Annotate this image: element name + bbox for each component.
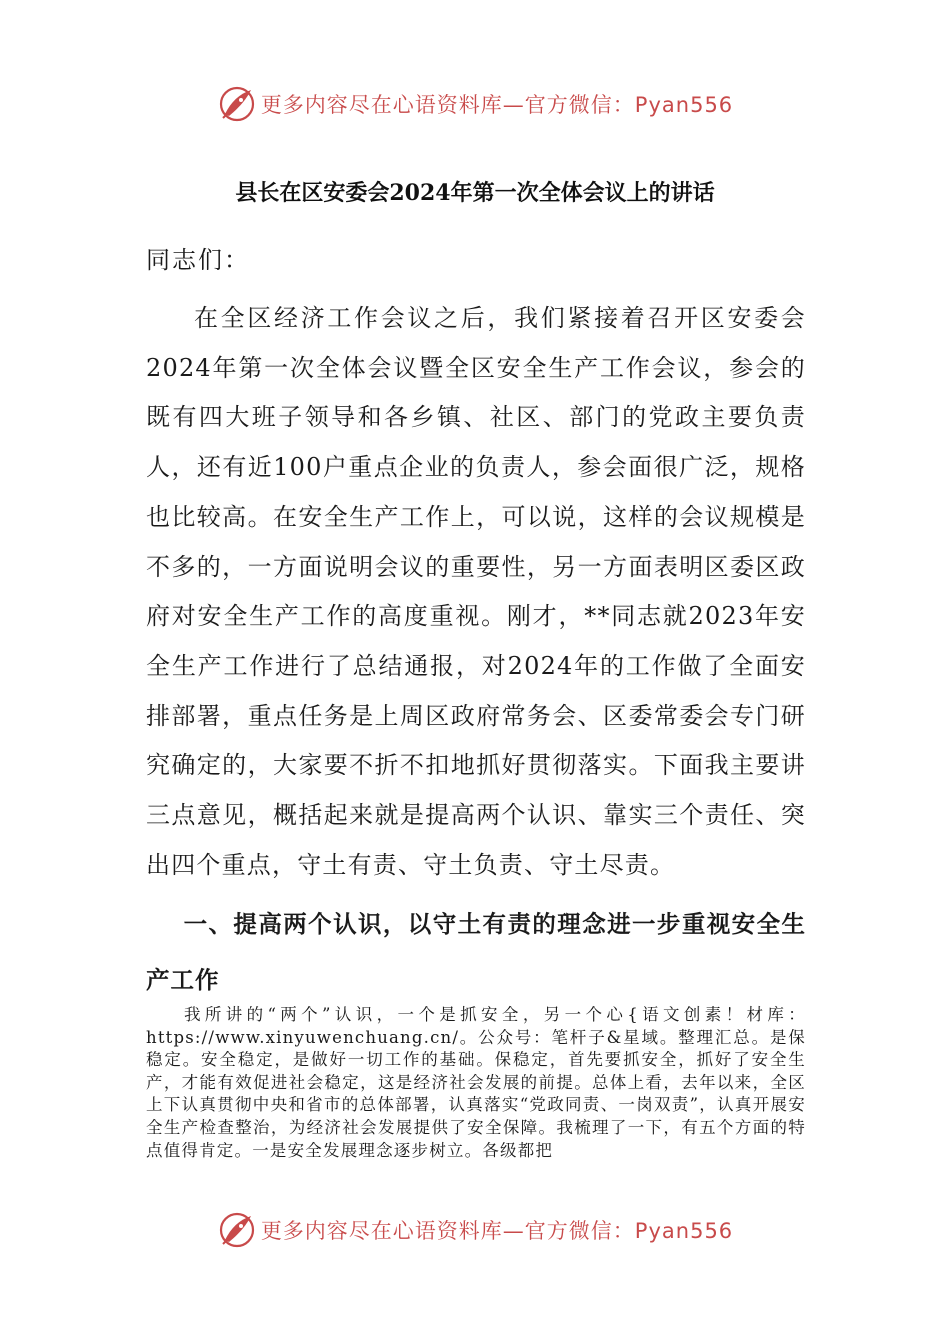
header-banner — [0, 82, 950, 126]
body-paragraph-1: 在全区经济工作会议之后，我们紧接着召开区安委会2024年第一次全体会议暨全区安全生产工作会议，参会的既有四大班子领导和各乡镇、社区、部门的党政主要负责人，还有近100户重点企业的负责人，参会面很广泛，规格也比较高。在安全生产工作上，可以说，这样的会议规模是不多的，一方面说明会议的重要性，另一方面表明区委区政府对安全生产工作的高度重视。刚才，**同志就2023年安全生产工作进行了总结通报，对2024年的工作做了全面安排部署，重点任务是上周区政府常务会、区委常委会专门研究确定的，大家要不折不扣地抓好贯彻落实。下面我主要讲三点意见，概括起来就是提高两个认识、靠实三个责任、突出四个重点，守土有责、守土负责、守土尽责。 — [146, 304, 806, 879]
section-heading-1: 一、提高两个认识，以守土有责的理念进一步重视安全生产工作 — [146, 910, 806, 994]
document-title: 县长在区安委会2024年第一次全体会议上的讲话 — [235, 180, 715, 206]
body-paragraph-2: 我所讲的“两个”认识，一个是抓安全，另一个心{语文创素！材库：https://www.xinyuwenchuang.cn/。公众号：笔杆子&星域。整理汇总。是保稳定。安全稳定，是做好一切工作的基础。保稳定，首先要抓安全，抓好了安全生产，才能有效促进社会稳定，这是经济社会发展的前提。总体上看，去年以来，全区上下认真贯彻中央和省市的总体部署，认真落实“党政同责、一岗双责”，认真开展安全生产检查整治，为经济社会发展提供了安全保障。我梳理了一下，有五个方面的特点值得肯定。一是安全发展理念逐步树立。各级都把 — [146, 1005, 806, 1160]
footer-banner — [0, 1208, 950, 1252]
header-banner-text: 更多内容尽在心语资料库—官方微信：Pyan556 — [260, 93, 734, 117]
salutation: 同志们： — [146, 246, 250, 274]
pen-nib-logo-icon — [217, 84, 257, 124]
footer-banner-text: 更多内容尽在心语资料库—官方微信：Pyan556 — [260, 1219, 734, 1243]
pen-nib-logo-icon — [217, 1210, 257, 1250]
